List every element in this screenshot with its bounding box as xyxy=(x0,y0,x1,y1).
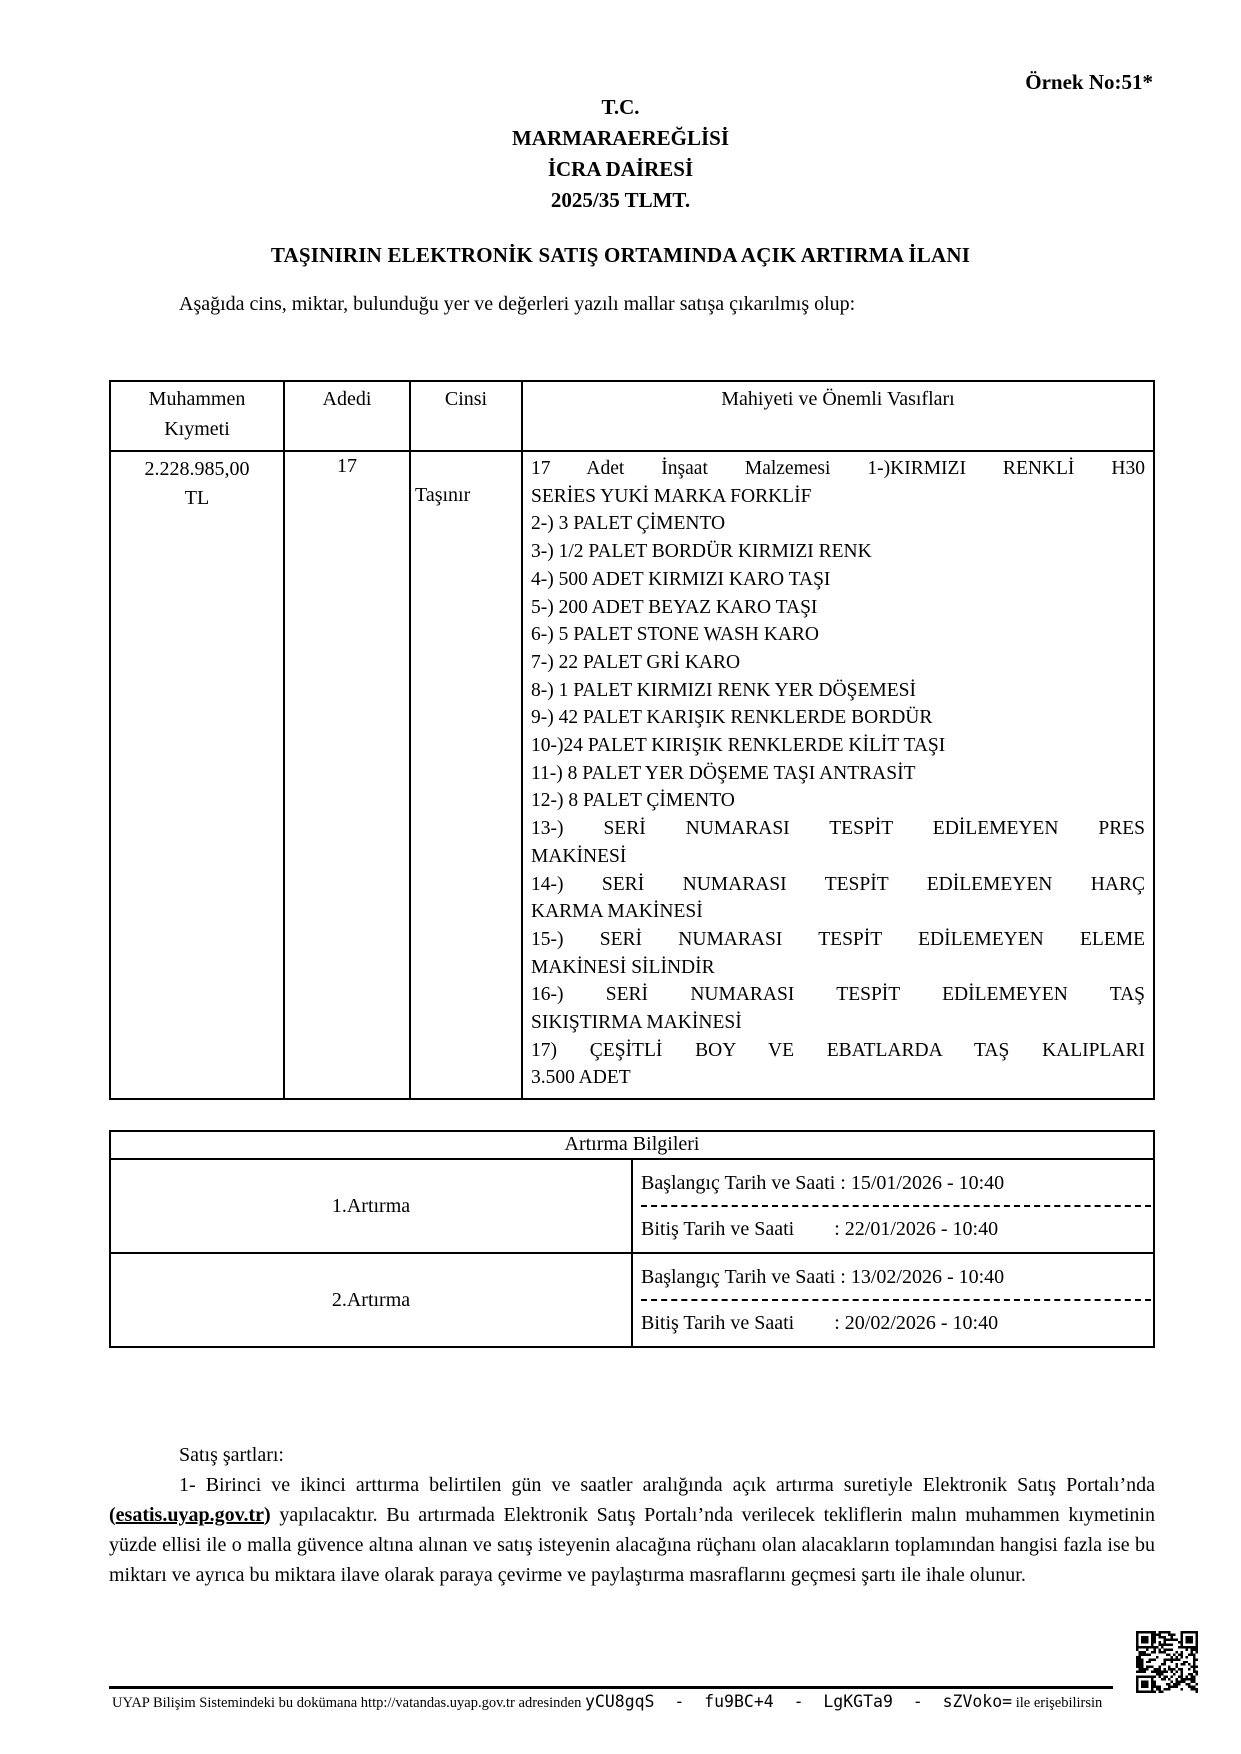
terms-text-post: yapılacaktır. Bu artırmada Elektronik Satış Portalı’nda verilecek tekliflerin malın muhammen kıymetinin yüzde ellisi ile o malla güvence altına alınan ve satış isteyenin alacağına rüçhanı olan alacakların toplamından hangisi fazla ise bu miktarı ve ayrıca bu miktara ilave olarak paraya çevirme ve paylaştırma masraflarını geçmesi şartı ile ihale olunur. xyxy=(109,1504,1155,1586)
letterhead-department: İCRA DAİRESİ xyxy=(547,157,694,181)
description-line: 6-) 5 PALET STONE WASH KARO xyxy=(531,624,820,646)
description-line: 16-) SERİ NUMARASI TESPİT EDİLEMEYEN TAŞ xyxy=(531,984,1145,1006)
sale-terms-heading: Satış şartları: xyxy=(179,1444,284,1466)
dashed-separator xyxy=(641,1205,1151,1207)
description-line: 12-) 8 PALET ÇİMENTO xyxy=(531,790,735,812)
auction-2-end-datetime: Bitiş Tarih ve Saati : 20/02/2026 - 10:40 xyxy=(641,1312,999,1334)
description-line: 5-) 200 ADET BEYAZ KARO TAŞI xyxy=(531,596,818,618)
appraised-value-amount: 2.228.985,00 xyxy=(144,458,250,480)
description-line: 2-) 3 PALET ÇİMENTO xyxy=(531,513,726,535)
appraised-value-cell xyxy=(110,451,284,1099)
letterhead-tc: T.C. xyxy=(601,95,640,119)
description-line: 17 Adet İnşaat Malzemesi 1-)KIRMIZI RENKLİ H30 xyxy=(531,458,1145,479)
description-line: 8-) 1 PALET KIRMIZI RENK YER DÖŞEMESİ xyxy=(531,679,916,701)
qr-code xyxy=(1136,1631,1198,1693)
auction-table-header-row xyxy=(110,1131,1154,1159)
auction-2-dates-cell xyxy=(632,1253,1154,1347)
auction-2-start-datetime: Başlangıç Tarih ve Saati : 13/02/2026 - 10:40 xyxy=(641,1266,1005,1288)
terms-text-pre: 1- Birinci ve ikinci arttırma belirtilen gün ve saatler aralığında açık artırma suretiyle Elektronik Satış Portalı’nda xyxy=(179,1474,1155,1496)
description-line: 3-) 1/2 PALET BORDÜR KIRMIZI RENK xyxy=(531,541,872,563)
sale-terms-section xyxy=(109,1440,1155,1590)
auction-1-dates-cell xyxy=(632,1159,1154,1253)
auction-1-label: 1.Artırma xyxy=(110,1159,632,1253)
description-line: 11-) 8 PALET YER DÖŞEME TAŞI ANTRASİT xyxy=(531,762,916,784)
description-line: SIKIŞTIRMA MAKİNESİ xyxy=(531,1012,742,1034)
letterhead-office: MARMARAEREĞLİSİ xyxy=(511,126,729,150)
auction-info-table xyxy=(109,1130,1155,1348)
paren-close: ) xyxy=(264,1504,271,1526)
description-line: 10-)24 PALET KIRIŞIK RENKLERDE KİLİT TAŞI xyxy=(531,735,946,757)
column-header-adedi: Adedi xyxy=(284,381,410,451)
description-line: 4-) 500 ADET KIRMIZI KARO TAŞI xyxy=(531,568,831,590)
form-number: Örnek No:51* xyxy=(1025,70,1153,94)
description-line: MAKİNESİ xyxy=(531,845,627,867)
description-line: SERİES YUKİ MARKA FORKLİF xyxy=(531,485,812,507)
description-line: 15-) SERİ NUMARASI TESPİT EDİLEMEYEN ELEME xyxy=(531,928,1145,950)
description-lines xyxy=(531,455,1145,1092)
auction-2-label: 2.Artırma xyxy=(110,1253,632,1347)
dashed-separator xyxy=(641,1299,1151,1301)
description-cell xyxy=(522,451,1154,1099)
verification-code: yCU8gqS - fu9BC+4 - LgKGTa9 - sZVoko= xyxy=(584,1692,1013,1711)
esatis-portal-url: esatis.uyap.gov.tr xyxy=(115,1504,265,1526)
footer-access-note xyxy=(112,1692,1172,1712)
goods-table-header-row xyxy=(110,381,1154,451)
description-line: 9-) 42 PALET KARIŞIK RENKLERDE BORDÜR xyxy=(531,707,933,729)
description-line: MAKİNESİ SİLİNDİR xyxy=(531,956,715,978)
column-header-muhammen-kiymeti: Muhammen Kıymeti xyxy=(110,381,284,451)
intro-paragraph: Aşağıda cins, miktar, bulunduğu yer ve değerleri yazılı mallar satışa çıkarılmış olup: xyxy=(179,293,856,315)
footer-text-pre: UYAP Bilişim Sistemindeki bu dokümana http://vatandas.uyap.gov.tr adresinden xyxy=(112,1695,585,1711)
description-line: 3.500 ADET xyxy=(531,1067,631,1089)
auction-row-1 xyxy=(110,1159,1154,1253)
quantity-cell: 17 xyxy=(284,451,410,1099)
footer-text-post: ile erişebilirsin xyxy=(1012,1695,1103,1711)
goods-table xyxy=(109,380,1155,1100)
footer-divider xyxy=(109,1686,1113,1689)
goods-table-row xyxy=(110,451,1154,1099)
sale-terms-paragraph-1 xyxy=(109,1470,1155,1590)
description-line: 7-) 22 PALET GRİ KARO xyxy=(531,651,741,673)
auction-1-end-datetime: Bitiş Tarih ve Saati : 22/01/2026 - 10:40 xyxy=(641,1218,999,1240)
letterhead-file-number: 2025/35 TLMT. xyxy=(550,188,691,212)
auction-table-title: Artırma Bilgileri xyxy=(110,1131,1154,1159)
document-title: TAŞINIRIN ELEKTRONİK SATIŞ ORTAMINDA AÇIK ARTIRMA İLANI xyxy=(270,243,971,267)
description-line: 13-) SERİ NUMARASI TESPİT EDİLEMEYEN PRES xyxy=(531,818,1145,840)
description-line: 17) ÇEŞİTLİ BOY VE EBATLARDA TAŞ KALIPLARI xyxy=(531,1039,1145,1061)
column-header-cinsi: Cinsi xyxy=(410,381,522,451)
description-line: KARMA MAKİNESİ xyxy=(531,901,703,923)
auction-row-2 xyxy=(110,1253,1154,1347)
paren-open: ( xyxy=(109,1504,116,1526)
letterhead xyxy=(0,92,1241,216)
appraised-value-currency: TL xyxy=(184,487,210,509)
column-header-mahiyeti: Mahiyeti ve Önemli Vasıfları xyxy=(522,381,1154,451)
auction-1-start-datetime: Başlangıç Tarih ve Saati : 15/01/2026 - 10:40 xyxy=(641,1172,1005,1194)
goods-type-cell: Taşınır xyxy=(410,451,522,1099)
description-line: 14-) SERİ NUMARASI TESPİT EDİLEMEYEN HARÇ xyxy=(531,873,1145,895)
